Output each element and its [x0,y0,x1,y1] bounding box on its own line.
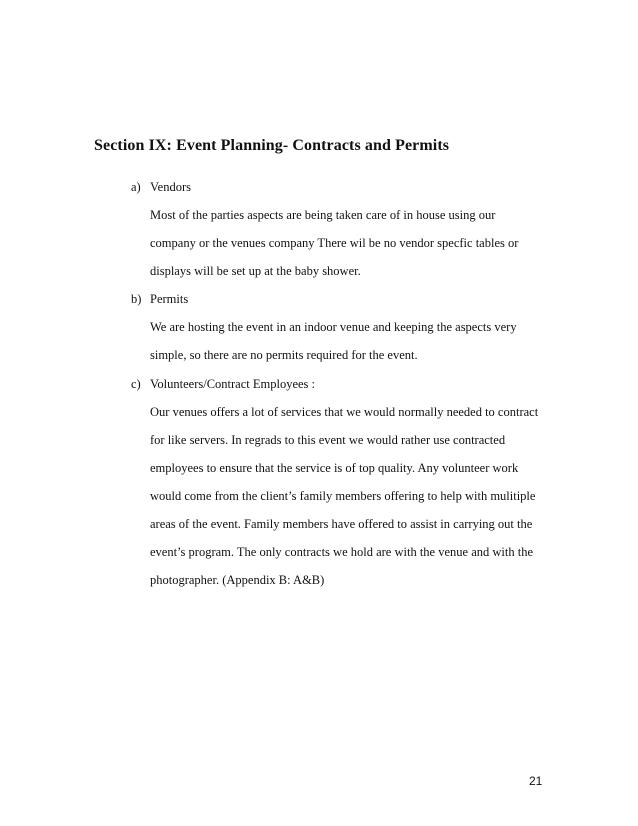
paragraph-line: would come from the client’s family members offering to help with mulitiple [150,489,536,503]
paragraph-line: displays will be set up at the baby shower. [150,264,361,278]
section-title: Section IX: Event Planning- Contracts and Permits [94,137,450,154]
paragraph-line: event’s program. The only contracts we hold are with the venue and with the [150,545,533,559]
paragraph-line: Most of the parties aspects are being taken care of in house using our [150,208,496,222]
paragraph-line: We are hosting the event in an indoor venue and keeping the aspects very [150,320,517,334]
paragraph-line: simple, so there are no permits required for the event. [150,348,418,362]
list-marker: a) [131,180,141,194]
paragraph-line: employees to ensure that the service is of top quality. Any volunteer work [150,461,519,475]
item-heading: Permits [150,292,189,306]
list-marker: b) [131,292,142,306]
paragraph-line: photographer. (Appendix B: A&B) [150,573,325,587]
paragraph-line: Our venues offers a lot of services that we would normally needed to contract [150,405,539,419]
list-marker: c) [131,377,141,391]
page-number: 21 [529,774,543,788]
item-heading: Vendors [150,180,191,194]
item-heading: Volunteers/Contract Employees : [150,377,316,391]
paragraph-line: company or the venues company There wil be no vendor specfic tables or [150,236,519,250]
paragraph-line: areas of the event. Family members have offered to assist in carrying out the [150,517,533,531]
paragraph-line: for like servers. In regrads to this event we would rather use contracted [150,433,506,447]
